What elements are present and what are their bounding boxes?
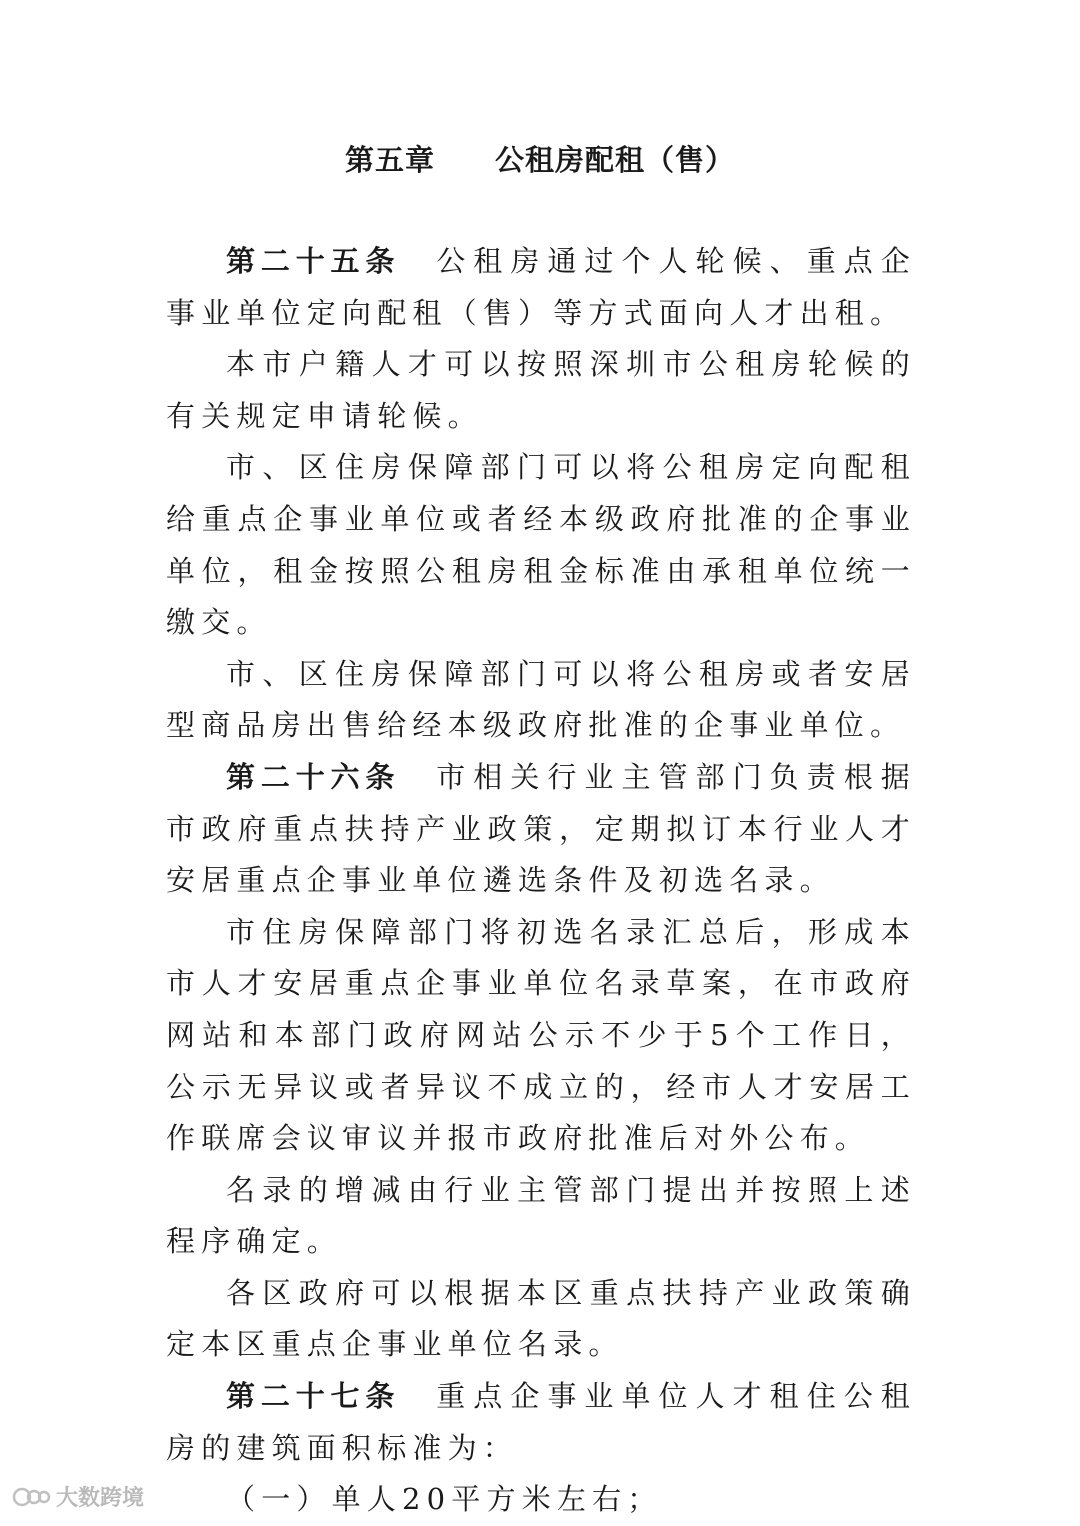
article-27-number: 第二十七条: [226, 1379, 401, 1414]
article-25-paragraph-1: [166, 236, 916, 339]
article-27-item-1: （一）单人20平方米左右；: [226, 1482, 663, 1517]
article-27-paragraph-1: [166, 1371, 916, 1474]
article-25-paragraph-4: 市、区住房保障部门可以将公租房或者安居型商品房出售给经本级政府批准的企事业单位。: [166, 656, 916, 743]
brand-logo-icon: [12, 1484, 52, 1510]
article-26-paragraph-4: 各区政府可以根据本区重点扶持产业政策确定本区重点企事业单位名录。: [166, 1275, 916, 1362]
article-25-number: 第二十五条: [226, 244, 401, 278]
watermark: [12, 1481, 144, 1512]
paragraph-text: 重点企事业单位人才租住公租房的建筑面积标准为：: [166, 1379, 916, 1465]
article-26-paragraph-3: 名录的增减由行业主管部门提出并按照上述程序确定。: [166, 1172, 916, 1259]
chapter-title: 第五章 公租房配租（售）: [344, 143, 735, 177]
watermark-text: 大数跨境: [56, 1486, 145, 1511]
paragraph-text: 市相关行业主管部门负责根据市政府重点扶持产业政策，定期拟订本行业人才安居重点企事业单位遴选条件及初选名录。: [166, 759, 916, 898]
article-26-paragraph-2: 市住房保障部门将初选名录汇总后，形成本市人才安居重点企事业单位名录草案，在市政府网站和本部门政府网站公示不少于5个工作日，公示无异议或者异议不成立的，经市人才安居工作联席会议审议并报市政府批准后对外公布。: [166, 914, 916, 1156]
document-body: [166, 236, 916, 1526]
paragraph-text: 公租房通过个人轮候、重点企事业单位定向配租（售）等方式面向人才出租。: [166, 244, 916, 330]
article-25-paragraph-2: 本市户籍人才可以按照深圳市公租房轮候的有关规定申请轮候。: [166, 347, 916, 433]
article-26-number: 第二十六条: [226, 759, 401, 794]
article-25-paragraph-3: 市、区住房保障部门可以将公租房定向配租给重点企事业单位或者经本级政府批准的企事业单位，租金按照公租房租金标准由承租单位统一缴交。: [166, 450, 916, 640]
article-26-paragraph-1: [166, 752, 916, 907]
